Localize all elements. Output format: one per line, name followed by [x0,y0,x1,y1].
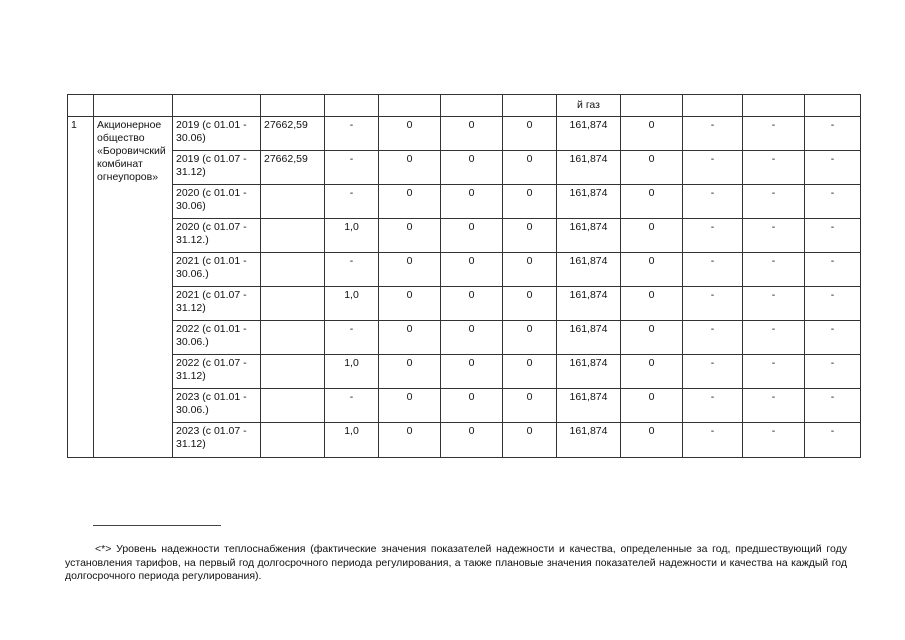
value-cell: 161,874 [557,219,621,253]
value-cell: 1,0 [325,219,379,253]
value-cell: - [683,321,743,355]
value-cell: 161,874 [557,185,621,219]
period-cell: 2023 (с 01.01 - 30.06.) [173,389,261,423]
value-cell: - [743,117,805,151]
value-cell: - [743,219,805,253]
base-value-cell [261,185,325,219]
value-cell: 1,0 [325,355,379,389]
organization-cell: Акционерное общество «Боровичский комбинат огнеупоров» [94,117,173,458]
footnote-divider [93,525,221,526]
base-value-cell [261,321,325,355]
value-cell: - [805,185,861,219]
table-row [68,355,861,389]
table-row [68,253,861,287]
period-cell: 2023 (с 01.07 - 31.12) [173,423,261,458]
value-cell: - [805,423,861,458]
table-row [68,219,861,253]
value-cell: - [683,151,743,185]
value-cell: 161,874 [557,321,621,355]
value-cell: - [743,389,805,423]
value-cell: - [805,321,861,355]
value-cell: - [805,253,861,287]
row-number-cell: 1 [68,117,94,458]
value-cell: - [325,185,379,219]
value-cell: - [743,253,805,287]
value-cell: - [325,253,379,287]
header-cell [379,95,441,117]
value-cell: 0 [441,389,503,423]
value-cell: 1,0 [325,423,379,458]
value-cell: 0 [379,219,441,253]
value-cell: 0 [379,185,441,219]
value-cell: 161,874 [557,117,621,151]
value-cell: 0 [379,151,441,185]
value-cell: 0 [621,287,683,321]
period-cell: 2021 (с 01.01 - 30.06.) [173,253,261,287]
table-row [68,389,861,423]
period-cell: 2019 (с 01.07 - 31.12) [173,151,261,185]
table-row [68,321,861,355]
base-value-cell [261,287,325,321]
value-cell: 0 [379,423,441,458]
value-cell: 0 [441,321,503,355]
value-cell: 0 [503,423,557,458]
base-value-cell [261,355,325,389]
value-cell: 0 [621,423,683,458]
value-cell: 161,874 [557,253,621,287]
value-cell: 0 [379,389,441,423]
header-cell [68,95,94,117]
value-cell: 161,874 [557,389,621,423]
value-cell: 0 [621,389,683,423]
base-value-cell [261,389,325,423]
period-cell: 2020 (с 01.01 - 30.06) [173,185,261,219]
header-cell [503,95,557,117]
value-cell: 0 [379,321,441,355]
tariff-table [67,94,861,458]
value-cell: - [683,389,743,423]
value-cell: 0 [503,151,557,185]
header-cell [805,95,861,117]
value-cell: 0 [621,253,683,287]
period-cell: 2020 (с 01.07 - 31.12.) [173,219,261,253]
base-value-cell [261,219,325,253]
header-cell [621,95,683,117]
value-cell: 0 [503,117,557,151]
value-cell: - [683,219,743,253]
value-cell: 0 [379,287,441,321]
value-cell: 0 [503,355,557,389]
value-cell: 0 [621,151,683,185]
value-cell: 0 [441,423,503,458]
table-row [68,287,861,321]
header-cell [261,95,325,117]
value-cell: 0 [379,253,441,287]
value-cell: - [805,389,861,423]
value-cell: 0 [503,321,557,355]
value-cell: - [683,253,743,287]
period-cell: 2021 (с 01.07 - 31.12) [173,287,261,321]
value-cell: - [743,321,805,355]
value-cell: - [805,151,861,185]
value-cell: - [683,287,743,321]
value-cell: 0 [621,185,683,219]
value-cell: - [683,423,743,458]
period-cell: 2019 (с 01.01 - 30.06) [173,117,261,151]
value-cell: 161,874 [557,355,621,389]
period-cell: 2022 (с 01.01 - 30.06.) [173,321,261,355]
value-cell: 0 [503,287,557,321]
value-cell: - [743,423,805,458]
value-cell: - [743,185,805,219]
header-cell [743,95,805,117]
value-cell: - [805,287,861,321]
value-cell: 0 [621,219,683,253]
table-header-row [68,95,861,117]
value-cell: - [805,117,861,151]
value-cell: - [743,355,805,389]
header-cell [441,95,503,117]
base-value-cell: 27662,59 [261,151,325,185]
value-cell: 0 [379,355,441,389]
value-cell: 161,874 [557,423,621,458]
value-cell: 0 [441,287,503,321]
value-cell: - [325,151,379,185]
value-cell: 0 [441,219,503,253]
table-row [68,185,861,219]
value-cell: - [683,185,743,219]
value-cell: 161,874 [557,151,621,185]
table-row [68,423,861,458]
value-cell: - [805,355,861,389]
base-value-cell: 27662,59 [261,117,325,151]
value-cell: - [325,321,379,355]
footnote-text: <*> Уровень надежности теплоснабжения (фактические значения показателей надежности и качества, определенные за год, предшествующий году установления тарифов, на первый год долгосрочного периода регулирования, а также плановые значения показателей надежности и качества на каждый год долгосрочного периода регулирования). [65,543,847,582]
value-cell: - [743,151,805,185]
value-cell: 0 [441,117,503,151]
value-cell: 0 [441,185,503,219]
value-cell: - [683,117,743,151]
value-cell: 161,874 [557,287,621,321]
header-cell [173,95,261,117]
value-cell: 0 [503,389,557,423]
value-cell: - [743,287,805,321]
base-value-cell [261,253,325,287]
base-value-cell [261,423,325,458]
value-cell: 0 [621,355,683,389]
value-cell: 0 [621,117,683,151]
header-cell [683,95,743,117]
table-row [68,117,861,151]
header-cell: й газ [557,95,621,117]
header-cell [94,95,173,117]
value-cell: 0 [441,355,503,389]
value-cell: - [805,219,861,253]
header-cell [325,95,379,117]
value-cell: 1,0 [325,287,379,321]
value-cell: 0 [503,185,557,219]
table-row [68,151,861,185]
value-cell: - [325,117,379,151]
value-cell: 0 [621,321,683,355]
value-cell: 0 [441,151,503,185]
value-cell: - [683,355,743,389]
value-cell: 0 [503,253,557,287]
value-cell: 0 [441,253,503,287]
period-cell: 2022 (с 01.07 - 31.12) [173,355,261,389]
value-cell: 0 [379,117,441,151]
value-cell: - [325,389,379,423]
value-cell: 0 [503,219,557,253]
